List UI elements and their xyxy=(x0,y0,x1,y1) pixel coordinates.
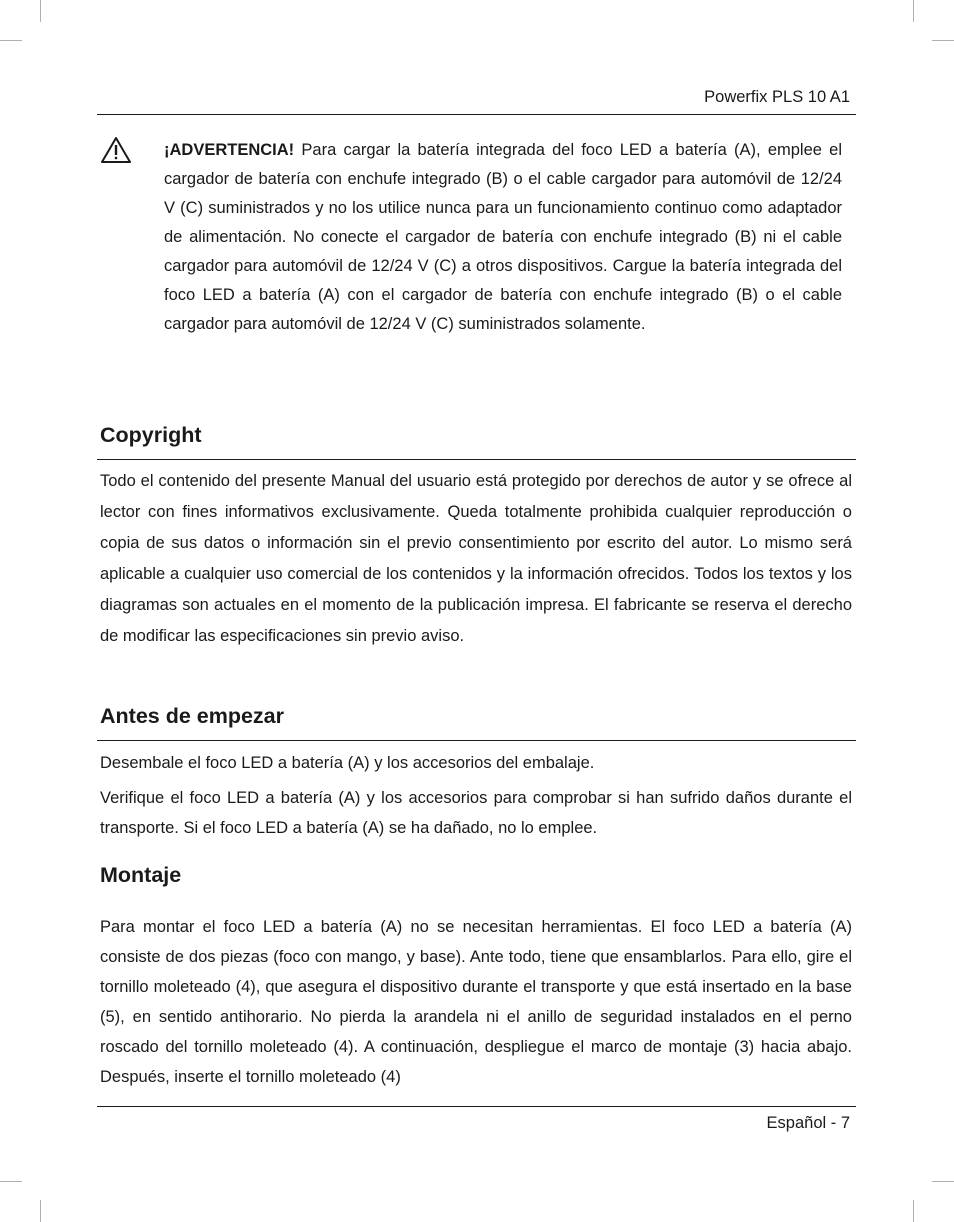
section-title-copyright: Copyright xyxy=(100,423,202,447)
warning-label: ¡ADVERTENCIA! xyxy=(164,141,295,159)
section-rule xyxy=(97,740,856,741)
montaje-text: Para montar el foco LED a batería (A) no se necesitan herramientas. El foco LED a batería (A) consiste de dos piezas (foco con mango, y base). Ante todo, tiene que ensamblarlos. Para ello, gire el tornillo moleteado (4), que asegura el dispositivo durante el transporte y que está insertado en la base (5), en sentido antihorario. No pierda la arandela ni el anillo de seguridad instalados en el perno roscado del tornillo moleteado (4). A continuación, despliegue el marco de montaje (3) hacia abajo. Después, inserte el tornillo moleteado (4) xyxy=(100,918,852,1086)
crop-mark xyxy=(913,0,914,22)
warning-triangle-icon xyxy=(100,136,132,164)
warning-block xyxy=(164,136,842,339)
crop-mark xyxy=(913,1200,914,1222)
crop-mark xyxy=(0,1181,22,1182)
antes-text-2: Verifique el foco LED a batería (A) y los accesorios para comprobar si han sufrido daños durante el transporte. Si el foco LED a batería (A) se ha dañado, no lo emplee. xyxy=(100,789,852,837)
footer-rule xyxy=(97,1106,856,1107)
crop-mark xyxy=(0,40,22,41)
section-title-montaje: Montaje xyxy=(100,863,182,887)
section-rule xyxy=(97,459,856,460)
antes-text-1: Desembale el foco LED a batería (A) y los accesorios del embalaje. xyxy=(100,754,595,772)
crop-mark xyxy=(932,1181,954,1182)
header-rule xyxy=(97,114,856,115)
page-footer: Español - 7 xyxy=(766,1114,850,1132)
section-title-antes: Antes de empezar xyxy=(100,704,285,728)
copyright-text: Todo el contenido del presente Manual del usuario está protegido por derechos de autor y se ofrece al lector con fines informativos exclusivamente. Queda totalmente prohibida cualquier reproducción o copia de sus datos o información sin el previo consentimiento por escrito del autor. Lo mismo será aplicable a cualquier uso comercial de los contenidos y la información ofrecidos. Todos los textos y los diagramas son actuales en el momento de la publicación impresa. El fabricante se reserva el derecho de modificar las especificaciones sin previo aviso. xyxy=(100,472,852,645)
crop-mark xyxy=(40,0,41,22)
crop-mark xyxy=(40,1200,41,1222)
page-header: Powerfix PLS 10 A1 xyxy=(704,88,850,106)
warning-text: Para cargar la batería integrada del foco LED a batería (A), emplee el cargador de batería con enchufe integrado (B) o el cable cargador para automóvil de 12/24 V (C) suministrados y no los utilice nunca para un funcionamiento continuo como adaptador de alimentación. No conecte el cargador de batería con enchufe integrado (B) ni el cable cargador para automóvil de 12/24 V (C) a otros dispositivos. Cargue la batería integrada del foco LED a batería (A) con el cargador de batería con enchufe integrado (B) o el cable cargador para automóvil de 12/24 V (C) suministrados solamente. xyxy=(164,141,842,333)
crop-mark xyxy=(932,40,954,41)
